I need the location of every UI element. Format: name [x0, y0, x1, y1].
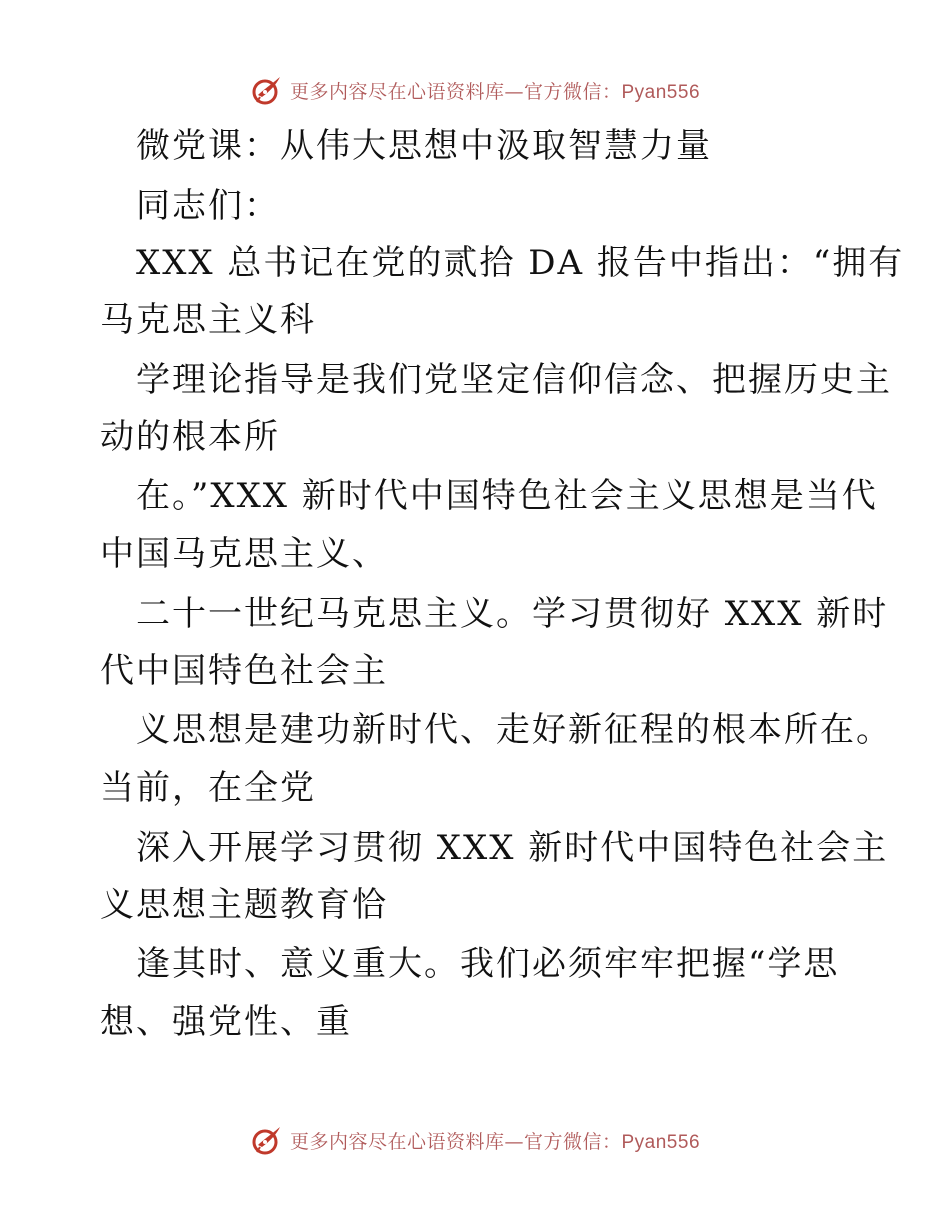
header-banner — [0, 70, 950, 110]
footer-banner-wechat-id: Pyan556 — [621, 1131, 701, 1153]
header-banner-text — [290, 77, 700, 104]
body-line: 想、强党性、重 — [100, 1002, 352, 1042]
body-line: 逢其时、意义重大。我们必须牢牢把握“学思 — [136, 944, 840, 984]
body-line: 学理论指导是我们党坚定信仰信念、把握历史主 — [136, 360, 892, 400]
body-line: 代中国特色社会主 — [100, 651, 388, 691]
body-line: 义思想主题教育恰 — [100, 885, 388, 925]
footer-banner-cn: 更多内容尽在心语资料库—官方微信： — [289, 1130, 622, 1153]
body-line: 在。”XXX 新时代中国特色社会主义思想是当代 — [136, 476, 878, 516]
body-line: 马克思主义科 — [100, 300, 316, 340]
body-line: 深入开展学习贯彻 XXX 新时代中国特色社会主 — [136, 828, 889, 868]
footer-banner — [0, 1120, 950, 1160]
body-line: 当前，在全党 — [100, 768, 316, 808]
header-banner-wechat-id: Pyan556 — [621, 81, 701, 103]
body-line: 义思想是建功新时代、走好新征程的根本所在。 — [136, 710, 892, 750]
document-title: 微党课：从伟大思想中汲取智慧力量 — [136, 126, 712, 166]
body-line: 二十一世纪马克思主义。学习贯彻好 XXX 新时 — [136, 594, 889, 634]
greeting: 同志们： — [136, 186, 280, 226]
quill-pen-logo-icon — [250, 1123, 284, 1157]
footer-banner-text — [290, 1127, 700, 1154]
header-banner-cn: 更多内容尽在心语资料库—官方微信： — [289, 80, 622, 103]
body-line: XXX 总书记在党的贰拾 DA 报告中指出：“拥有 — [136, 243, 905, 283]
body-line: 动的根本所 — [100, 417, 280, 457]
quill-pen-logo-icon — [250, 73, 284, 107]
body-line: 中国马克思主义、 — [100, 534, 388, 574]
